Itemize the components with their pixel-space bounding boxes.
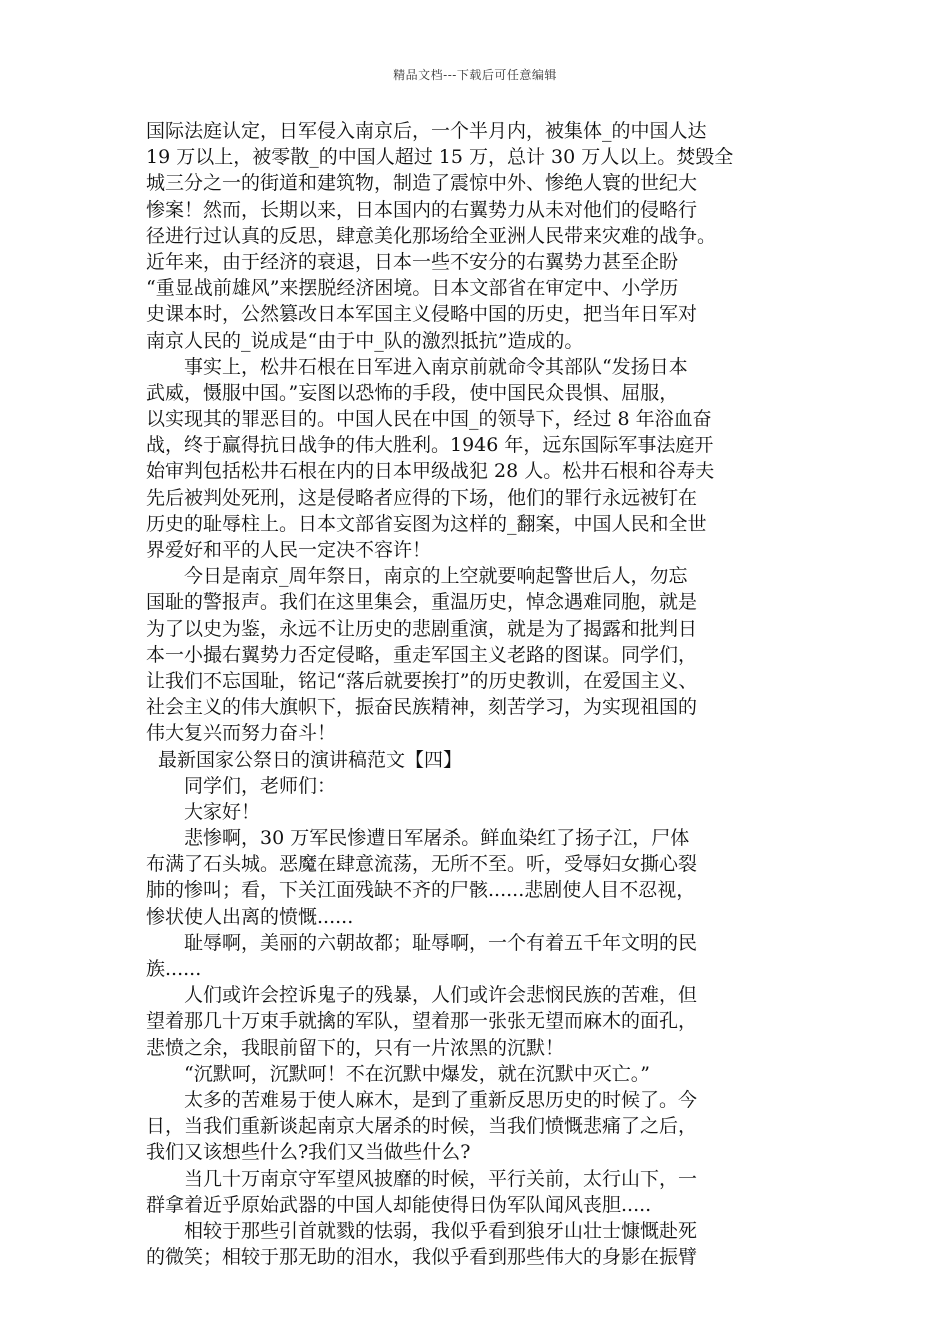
paragraph-line: 伟大复兴而努力奋斗！ — [146, 722, 337, 745]
paragraph-line: 为了以史为鉴，永远不让历史的悲剧重演，就是为了揭露和批判日 — [146, 617, 698, 640]
paragraph-line: 今日是南京_周年祭日，南京的上空就要响起警世后人，勿忘 — [184, 565, 688, 588]
paragraph — [146, 825, 806, 930]
paragraph-line: “重显战前雄风”来摆脱经济困境。日本文部省在审定中、小学历 — [146, 277, 679, 300]
paragraph — [146, 799, 806, 825]
paragraph-line: 悲愤之余，我眼前留下的，只有一片浓黑的沉默！ — [146, 1036, 565, 1059]
paragraph — [146, 930, 806, 982]
paragraph-line: 布满了石头城。恶魔在肆意流荡，无所不至。听，受辱妇女撕心裂 — [146, 853, 698, 876]
paragraph-line: 史课本时，公然篡改日本军国主义侵略中国的历史，把当年日军对 — [146, 303, 698, 326]
paragraph-line: 望着那几十万束手就擒的军队，望着那一张张无望而麻木的面孔， — [146, 1010, 698, 1033]
paragraph-line: 耻辱啊，美丽的六朝故都；耻辱啊，一个有着五千年文明的民 — [184, 931, 698, 954]
paragraph — [146, 1087, 806, 1166]
paragraph-line: “沉默呵，沉默呵！不在沉默中爆发，就在沉默中灭亡。” — [184, 1062, 650, 1085]
paragraph-line: 人们或许会控诉鬼子的残暴，人们或许会悲悯民族的苦难，但 — [184, 984, 698, 1007]
paragraph-line: 惨状使人出离的愤慨...... — [146, 905, 354, 928]
paragraph-line: 战，终于赢得抗日战争的伟大胜利。1946 年，远东国际军事法庭开 — [146, 434, 714, 457]
paragraph-line: 以实现其的罪恶目的。中国人民在中国_的领导下，经过 8 年浴血奋 — [146, 408, 712, 431]
paragraph — [146, 773, 806, 799]
page-header: 精品文档---下载后可任意编辑 — [393, 68, 557, 82]
paragraph-line: 群拿着近乎原始武器的中国人却能使得日伪军队闻风丧胆..... — [146, 1193, 652, 1216]
paragraph-line: 始审判包括松井石根在内的日本甲级战犯 28 人。松井石根和谷寿夫 — [146, 460, 715, 483]
paragraph-line: 日，当我们重新谈起南京大屠杀的时候，当我们愤慨悲痛了之后， — [146, 1115, 698, 1138]
paragraph-line: 让我们不忘国耻，铭记“落后就要挨打”的历史教训，在爱国主义、 — [146, 669, 698, 692]
paragraph-line: 事实上，松井石根在日军进入南京前就命令其部队“发扬日本 — [184, 355, 688, 378]
paragraph — [146, 1166, 806, 1218]
paragraph — [146, 563, 806, 746]
document-body — [146, 118, 806, 1270]
paragraph-line: 同学们，老师们： — [184, 774, 337, 797]
heading-text: 最新国家公祭日的演讲稿范文【四】 — [158, 748, 463, 771]
paragraph-line: 近年来，由于经济的衰退，日本一些不安分的右翼势力甚至企盼 — [146, 250, 679, 273]
paragraph-line: 惨案！然而，长期以来，日本国内的右翼势力从未对他们的侵略行 — [146, 198, 698, 221]
paragraph-line: 悲惨啊，30 万军民惨遭日军屠杀。鲜血染红了扬子江，尸体 — [184, 827, 690, 850]
paragraph-line: 相较于那些引首就戮的怯弱，我似乎看到狼牙山壮士慷慨赴死 — [184, 1219, 698, 1242]
paragraph — [146, 118, 806, 354]
paragraph — [146, 1218, 806, 1270]
paragraph-line: 的微笑；相较于那无助的泪水，我似乎看到那些伟大的身影在振臂 — [146, 1246, 698, 1269]
paragraph-line: 我们又该想些什么?我们又当做些什么? — [146, 1141, 471, 1164]
paragraph-line: 19 万以上，被零散_的中国人超过 15 万，总计 30 万人以上。焚毁全 — [146, 146, 734, 169]
paragraph-line: 国际法庭认定，日军侵入南京后，一个半月内，被集体_的中国人达 — [146, 120, 707, 142]
paragraph — [146, 982, 806, 1061]
paragraph-line: 径进行过认真的反思，肆意美化那场给全亚洲人民带来灾难的战争。 — [146, 224, 717, 247]
paragraph-line: 当几十万南京守军望风披靡的时候，平行关前，太行山下，一 — [184, 1167, 698, 1190]
paragraph-line: 界爱好和平的人民一定决不容许！ — [146, 539, 432, 561]
paragraph — [146, 354, 806, 564]
paragraph-line: 本一小撮右翼势力否定侵略，重走军国主义老路的图谋。同学们， — [146, 643, 698, 666]
paragraph-line: 族...... — [146, 958, 202, 980]
paragraph-line: 南京人民的_说成是“由于中_队的激烈抵抗”造成的。 — [146, 329, 584, 352]
paragraph-line: 太多的苦难易于使人麻木，是到了重新反思历史的时候了。今 — [184, 1088, 698, 1111]
paragraph-line: 武威，慑服中国。”妄图以恐怖的手段，使中国民众畏惧、屈服， — [146, 381, 679, 404]
paragraph-line: 肺的惨叫；看，下关江面残缺不齐的尸骸......悲剧使人目不忍视， — [146, 879, 696, 902]
paragraph-line: 社会主义的伟大旗帜下，振奋民族精神，刻苦学习，为实现祖国的 — [146, 696, 698, 719]
paragraph-line: 先后被判处死刑，这是侵略者应得的下场，他们的罪行永远被钉在 — [146, 486, 698, 509]
paragraph-line: 国耻的警报声。我们在这里集会，重温历史，悼念遇难同胞，就是 — [146, 591, 698, 614]
paragraph-line: 城三分之一的街道和建筑物，制造了震惊中外、惨绝人寰的世纪大 — [146, 172, 698, 195]
section-heading — [146, 747, 806, 773]
paragraph-line: 大家好！ — [184, 800, 261, 823]
paragraph — [146, 1061, 806, 1087]
paragraph-line: 历史的耻辱柱上。日本文部省妄图为这样的_翻案，中国人民和全世 — [146, 512, 707, 535]
